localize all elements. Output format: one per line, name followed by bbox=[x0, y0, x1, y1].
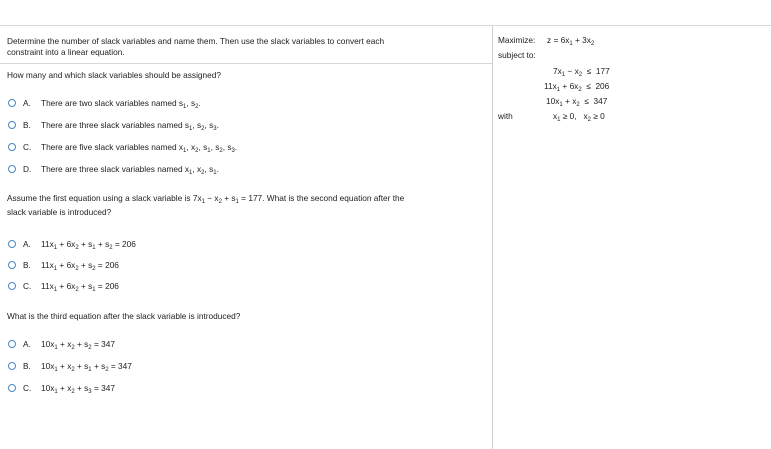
q3-option-b[interactable]: B. $10x_1 + x_2 + s_1 + s_2 = 347$ bbox=[23, 361, 132, 373]
with-label: with bbox=[498, 111, 513, 121]
q1-option-c-radio[interactable] bbox=[8, 143, 16, 151]
q2-option-a[interactable]: A. $11x_1 + 6x_2 + s_1 + s_2 = 206$ bbox=[23, 239, 136, 251]
q2-option-b-radio[interactable] bbox=[8, 261, 16, 269]
option-letter: B. bbox=[23, 361, 31, 371]
q2-option-a-radio[interactable] bbox=[8, 240, 16, 248]
option-letter: C. bbox=[23, 142, 32, 152]
q1-option-d[interactable]: D. There are three slack variables named $x_1$, $x_2$, $s_1$. bbox=[23, 164, 219, 176]
q3-prompt: What is the third equation after the slack variable is introduced? bbox=[7, 311, 241, 321]
q3-option-a-radio[interactable] bbox=[8, 340, 16, 348]
q1-option-b-radio[interactable] bbox=[8, 121, 16, 129]
vertical-divider bbox=[492, 26, 493, 449]
option-letter: C. bbox=[23, 281, 32, 291]
q2-option-c-radio[interactable] bbox=[8, 282, 16, 290]
objective: $z = 6x_1 + 3x_2$ bbox=[547, 35, 595, 47]
constraint-3: $10x_1 + x_2 \le 347$ bbox=[546, 96, 608, 108]
option-letter: A. bbox=[23, 98, 31, 108]
maximize-label: Maximize: bbox=[498, 35, 536, 45]
nonnegativity: $x_1 \ge 0$, $x_2 \ge 0$ bbox=[553, 111, 605, 123]
q2-prompt-line2: slack variable is introduced? bbox=[7, 207, 112, 217]
intro-line2: constraint into a linear equation. bbox=[7, 47, 125, 57]
q3-option-a[interactable]: A. $10x_1 + x_2 + s_2 = 347$ bbox=[23, 339, 115, 351]
option-letter: B. bbox=[23, 120, 31, 130]
intro-divider bbox=[0, 63, 492, 64]
q1-option-a-radio[interactable] bbox=[8, 99, 16, 107]
q1-option-b[interactable]: B. There are three slack variables named $s_1$, $s_2$, $s_3$. bbox=[23, 120, 219, 132]
constraint-2: $11x_1 + 6x_2 \le 206$ bbox=[544, 81, 610, 93]
q1-option-d-radio[interactable] bbox=[8, 165, 16, 173]
q2-prompt-line1: Assume the first equation using a slack variable is $7x_1 - x_2 + s_1 = 177$. What is the second equation after the bbox=[7, 193, 405, 205]
top-divider bbox=[0, 25, 771, 26]
q3-option-c[interactable]: C. $10x_1 + x_2 + s_3 = 347$ bbox=[23, 383, 115, 395]
problem-panel bbox=[498, 35, 535, 45]
q1-prompt: How many and which slack variables should be assigned? bbox=[7, 70, 221, 80]
constraint-1: $7x_1 - x_2 \le 177$ bbox=[553, 66, 610, 78]
q1-option-a[interactable]: A. There are two slack variables named $s_1$, $s_2$. bbox=[23, 98, 201, 110]
subject-to-label: subject to: bbox=[498, 50, 536, 60]
option-letter: D. bbox=[23, 164, 32, 174]
option-letter: A. bbox=[23, 239, 31, 249]
q1-option-c[interactable]: C. There are five slack variables named $x_1$, $x_2$, $s_1$, $s_2$, $s_3$. bbox=[23, 142, 238, 154]
intro-line1: Determine the number of slack variables and name them. Then use the slack variables to convert each bbox=[7, 36, 385, 46]
option-letter: A. bbox=[23, 339, 31, 349]
q2-option-b[interactable]: B. $11x_1 + 6x_2 + s_2 = 206$ bbox=[23, 260, 119, 272]
q3-option-c-radio[interactable] bbox=[8, 384, 16, 392]
option-letter: C. bbox=[23, 383, 32, 393]
q2-option-c[interactable]: C. $11x_1 + 6x_2 + s_1 = 206$ bbox=[23, 281, 119, 293]
q3-option-b-radio[interactable] bbox=[8, 362, 16, 370]
option-letter: B. bbox=[23, 260, 31, 270]
